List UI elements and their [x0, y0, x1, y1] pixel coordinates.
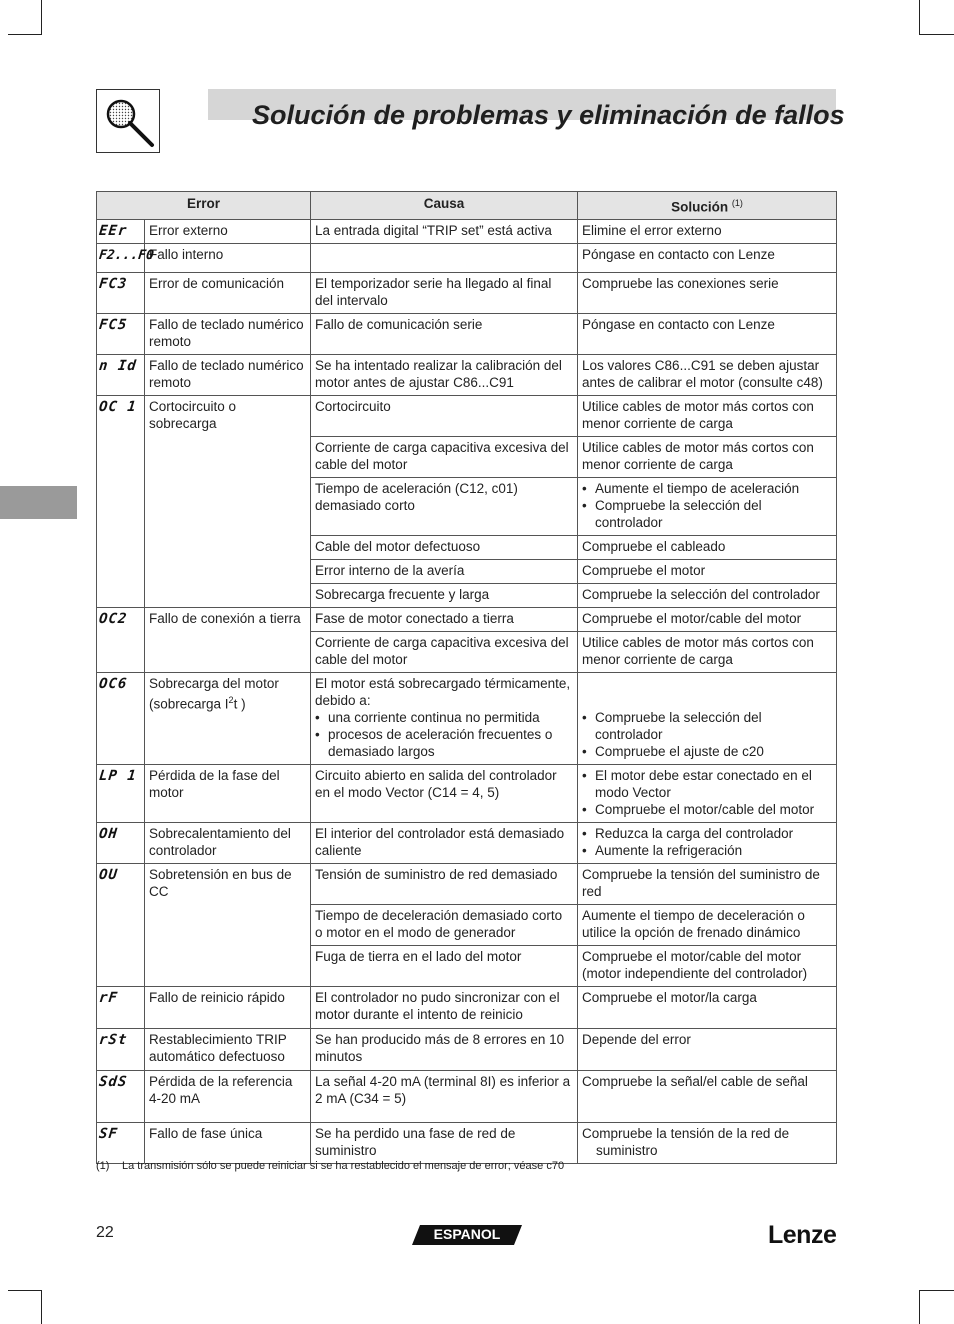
crop-mark	[919, 1290, 920, 1324]
error-cell: Error de comunicación	[145, 272, 311, 313]
error-cell: Cortocircuito o sobrecarga	[145, 395, 311, 607]
fault-code: OU	[97, 863, 145, 986]
cause-cell: Se ha intentado realizar la calibración del motor antes de ajustar C86...C91	[311, 354, 578, 395]
solution-cell: Depende del error	[578, 1028, 837, 1070]
error-cell: Pérdida de la referencia 4-20 mA	[145, 1070, 311, 1122]
solution-bullet: • Compruebe el motor/cable del motor	[582, 801, 832, 818]
solution-cell	[578, 822, 837, 863]
magnifier-icon	[96, 89, 160, 153]
solution-cell	[578, 672, 837, 764]
table-row	[97, 219, 837, 243]
solution-bullet: • Reduzca la carga del controlador	[582, 825, 832, 842]
cause-cell: Fase de motor conectado a tierra	[311, 607, 578, 631]
fault-code: OH	[97, 822, 145, 863]
language-badge: ESPANOL	[412, 1225, 522, 1245]
page-title: Solución de problemas y eliminación de fallos	[252, 100, 845, 130]
crop-mark	[41, 0, 42, 34]
cause-cell: Circuito abierto en salida del controlador en el modo Vector (C14 = 4, 5)	[311, 764, 578, 822]
fault-code: SdS	[97, 1070, 145, 1122]
table-row	[97, 764, 837, 822]
fault-code: EEr	[97, 219, 145, 243]
solution-cell: Compruebe el motor/la carga	[578, 986, 837, 1028]
cause-cell: Tiempo de deceleración demasiado corto o motor en el modo de generador	[311, 904, 578, 945]
table-row	[97, 863, 837, 904]
footnote: (1) La transmisión sólo se puede reiniciar si se ha restablecido el mensaje de error; véase c70	[96, 1160, 565, 1172]
table-row	[97, 672, 837, 764]
cause-cell: La entrada digital “TRIP set” está activa	[311, 219, 578, 243]
cause-cell: Corriente de carga capacitiva excesiva del cable del motor	[311, 631, 578, 672]
solution-bullet: • Compruebe la selección del controlador	[582, 709, 832, 743]
fault-code: LP 1	[97, 764, 145, 822]
cause-cell: Tensión de suministro de red demasiado	[311, 863, 578, 904]
solution-bullet: • El motor debe estar conectado en el modo Vector	[582, 767, 832, 801]
error-cell: Restablecimiento TRIP automático defectuoso	[145, 1028, 311, 1070]
cause-bullet: • procesos de aceleración frecuentes o demasiado largos	[315, 726, 573, 760]
crop-mark	[919, 34, 954, 35]
solution-cell: Aumente el tiempo de deceleración o utilice la opción de frenado dinámico	[578, 904, 837, 945]
fault-code: OC 1	[97, 395, 145, 607]
fault-code: FC3	[97, 272, 145, 313]
solution-cell: Compruebe el motor/cable del motor (motor independiente del controlador)	[578, 945, 837, 986]
solution-cell: Póngase en contacto con Lenze	[578, 243, 837, 272]
section-tab	[0, 486, 77, 519]
cause-cell: Cable del motor defectuoso	[311, 535, 578, 559]
error-cell: Fallo de teclado numérico remoto	[145, 354, 311, 395]
fault-code: rSt	[97, 1028, 145, 1070]
error-cell: Error externo	[145, 219, 311, 243]
page-number: 22	[96, 1224, 114, 1241]
cause-cell: El motor está sobrecargado térmicamente, debido a: • una corriente continua no permitida • procesos de aceleración frecuentes o demasiado largos	[311, 672, 578, 764]
cause-cell: Tiempo de aceleración (C12, c01) demasiado corto	[311, 477, 578, 535]
solution-cell: Utilice cables de motor más cortos con menor corriente de carga	[578, 436, 837, 477]
crop-mark	[919, 0, 920, 34]
solution-cell: Compruebe las conexiones serie	[578, 272, 837, 313]
solution-cell: Compruebe la selección del controlador	[578, 583, 837, 607]
table-row	[97, 354, 837, 395]
table-row	[97, 313, 837, 354]
table-header-row	[97, 192, 837, 220]
fault-code: SF	[97, 1122, 145, 1163]
cause-cell: Se ha perdido una fase de red de suministro	[311, 1122, 578, 1163]
header-causa: Causa	[311, 192, 578, 220]
solution-cell: Utilice cables de motor más cortos con menor corriente de carga	[578, 631, 837, 672]
solution-cell: Póngase en contacto con Lenze	[578, 313, 837, 354]
lenze-logo: Lenze	[768, 1221, 837, 1249]
solution-bullet: • Compruebe la selección del controlador	[582, 497, 832, 531]
cause-cell: Cortocircuito	[311, 395, 578, 436]
error-cell: Sobretensión en bus de CC	[145, 863, 311, 986]
table-row	[97, 272, 837, 313]
error-cell: Fallo de conexión a tierra	[145, 607, 311, 672]
error-cell: Fallo de fase única	[145, 1122, 311, 1163]
error-cell: Fallo de teclado numérico remoto	[145, 313, 311, 354]
cause-cell: Corriente de carga capacitiva excesiva del cable del motor	[311, 436, 578, 477]
crop-mark	[8, 1290, 42, 1291]
solution-bullet: • Aumente la refrigeración	[582, 842, 832, 859]
table-row	[97, 1028, 837, 1070]
cause-cell: Fuga de tierra en el lado del motor	[311, 945, 578, 986]
error-cell: Fallo interno	[145, 243, 311, 272]
header-error: Error	[97, 192, 311, 220]
solution-cell	[578, 477, 837, 535]
table-row	[97, 395, 837, 436]
solution-cell: Los valores C86...C91 se deben ajustar antes de calibrar el motor (consulte c48)	[578, 354, 837, 395]
cause-cell: El temporizador serie ha llegado al final del intervalo	[311, 272, 578, 313]
crop-mark	[8, 34, 42, 35]
cause-bullet: • una corriente continua no permitida	[315, 709, 573, 726]
fault-code: rF	[97, 986, 145, 1028]
fault-table	[96, 191, 837, 1164]
solution-cell: Compruebe la señal/el cable de señal	[578, 1070, 837, 1122]
cause-cell: Error interno de la avería	[311, 559, 578, 583]
solution-cell: Elimine el error externo	[578, 219, 837, 243]
fault-code: F2...F0	[97, 243, 145, 272]
cause-cell: Se han producido más de 8 errores en 10 minutos	[311, 1028, 578, 1070]
table-row	[97, 607, 837, 631]
table-row	[97, 243, 837, 272]
solution-cell: Utilice cables de motor más cortos con menor corriente de carga	[578, 395, 837, 436]
solution-bullet: • Aumente el tiempo de aceleración	[582, 480, 832, 497]
solution-cell: Compruebe el motor	[578, 559, 837, 583]
crop-mark	[41, 1290, 42, 1324]
solution-cell	[578, 764, 837, 822]
solution-cell: Compruebe el motor/cable del motor	[578, 607, 837, 631]
fault-code: FC5	[97, 313, 145, 354]
table-row	[97, 1122, 837, 1163]
cause-cell: El interior del controlador está demasiado caliente	[311, 822, 578, 863]
solution-bullet: • Compruebe el ajuste de c20	[582, 743, 832, 760]
table-row	[97, 822, 837, 863]
table-row	[97, 1070, 837, 1122]
solution-cell: Compruebe la tensión de la red de suministro	[578, 1122, 837, 1163]
error-cell: Fallo de reinicio rápido	[145, 986, 311, 1028]
fault-code: n Id	[97, 354, 145, 395]
fault-code: OC2	[97, 607, 145, 672]
error-cell: Pérdida de la fase del motor	[145, 764, 311, 822]
cause-cell	[311, 243, 578, 272]
crop-mark	[919, 1290, 954, 1291]
error-cell: Sobrecalentamiento del controlador	[145, 822, 311, 863]
header-solucion: Solución $^{(1)}$	[578, 192, 837, 220]
cause-cell: Sobrecarga frecuente y larga	[311, 583, 578, 607]
solution-cell: Compruebe la tensión del suministro de red	[578, 863, 837, 904]
error-cell: Sobrecarga del motor (sobrecarga $I^2t$ )	[145, 672, 311, 764]
table-row	[97, 986, 837, 1028]
cause-cell: La señal 4-20 mA (terminal 8I) es inferior a 2 mA (C34 = 5)	[311, 1070, 578, 1122]
cause-cell: El controlador no pudo sincronizar con el motor durante el intento de reinicio	[311, 986, 578, 1028]
cause-cell: Fallo de comunicación serie	[311, 313, 578, 354]
fault-code: OC6	[97, 672, 145, 764]
solution-cell: Compruebe el cableado	[578, 535, 837, 559]
